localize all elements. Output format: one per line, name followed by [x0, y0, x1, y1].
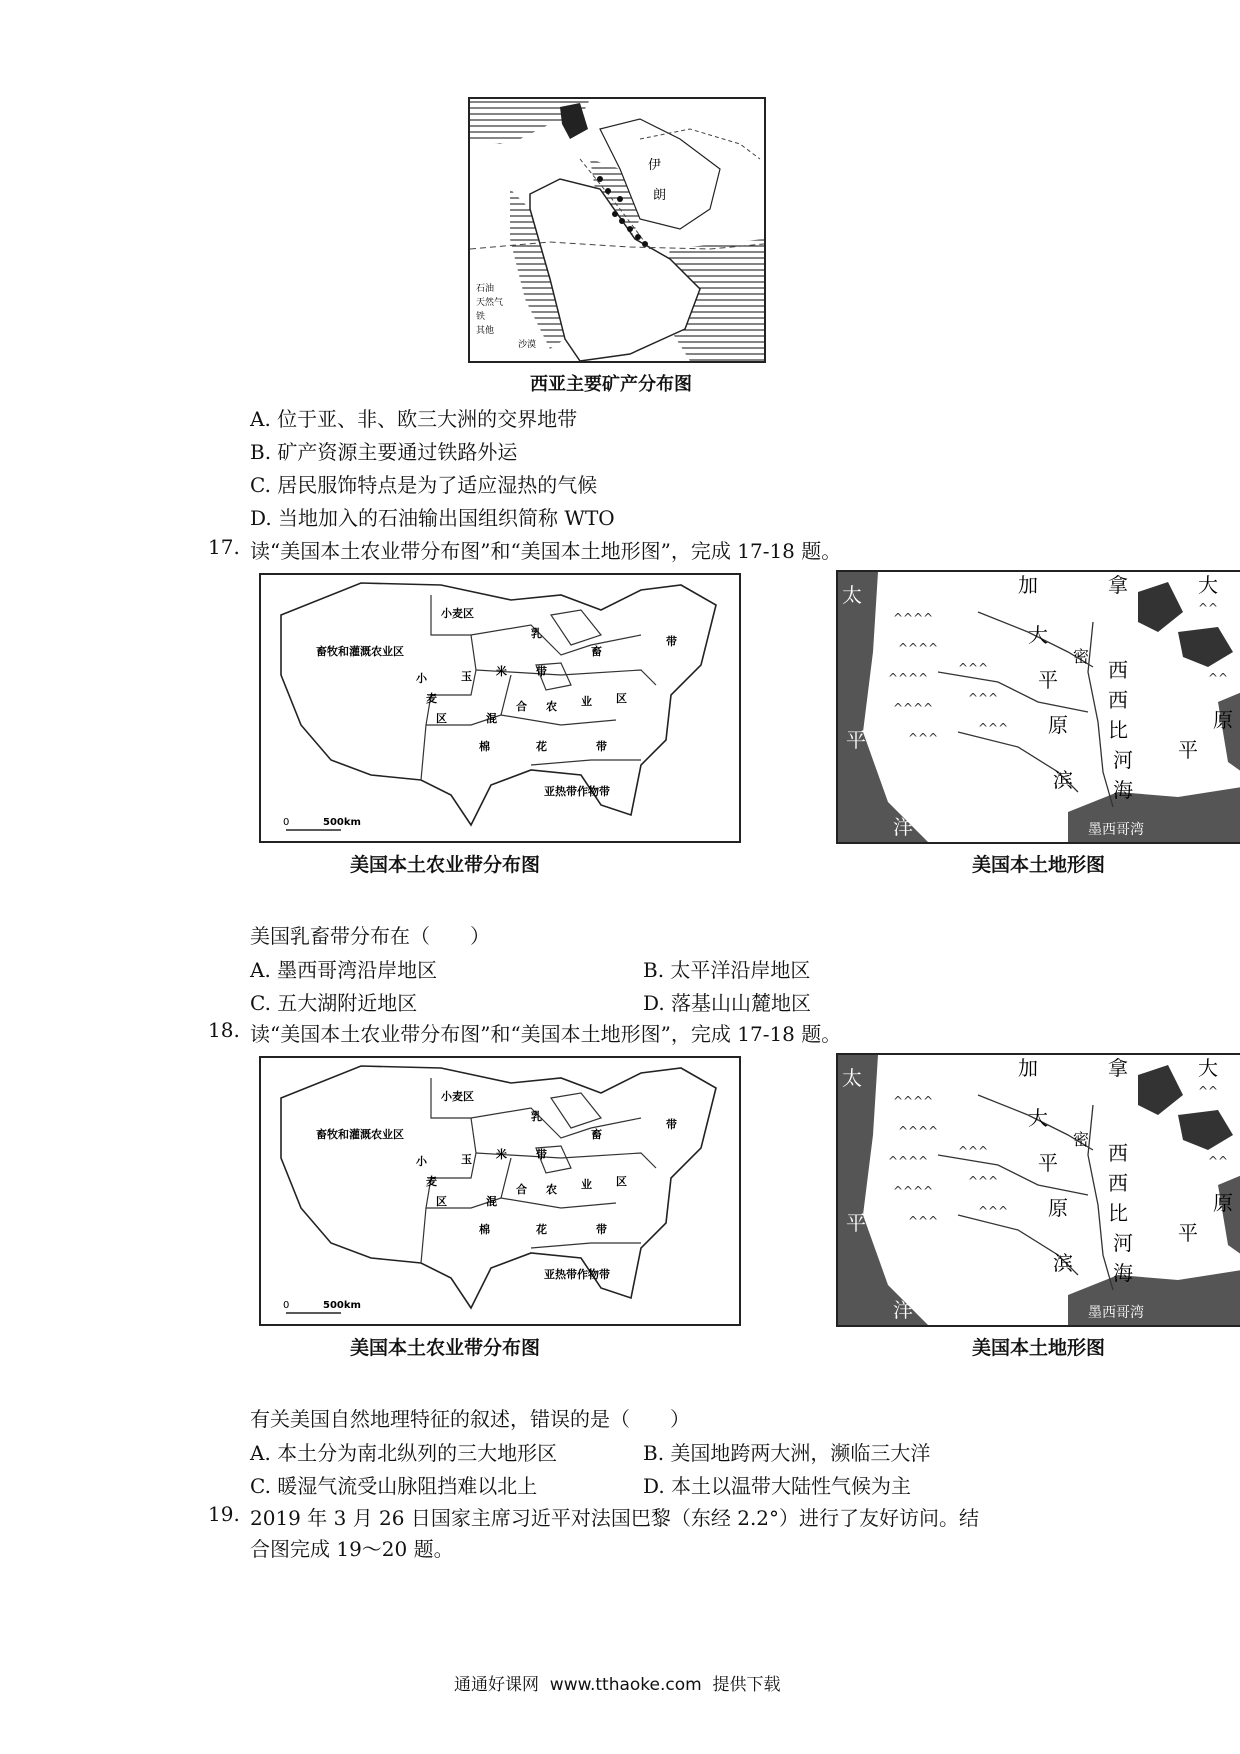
- terrain-label: 大: [1028, 623, 1048, 647]
- agri-label: 混: [486, 712, 497, 725]
- terrain-label: 太: [842, 583, 862, 607]
- scale-label: 500km: [323, 817, 361, 828]
- legend-item: 天然气: [476, 298, 504, 308]
- terrain-label: 密: [1073, 647, 1090, 666]
- us-terrain-map-2-drawing: [838, 1055, 1240, 1325]
- q19-line-1: 2019 年 3 月 26 日国家主席习近平对法国巴黎（东经 2.2°）进行了友好访问。结: [250, 1506, 980, 1530]
- q17-option-b: B. 太平洋沿岸地区: [643, 958, 811, 982]
- agri-label: 带: [596, 740, 607, 753]
- terrain-label: 原: [1213, 1191, 1233, 1215]
- legend-item: 其他: [476, 326, 495, 336]
- svg-text:^^^: ^^^: [958, 1144, 989, 1158]
- terrain-label: 原: [1048, 1196, 1068, 1220]
- legend-item: 石油: [476, 284, 495, 294]
- svg-text:^^^: ^^^: [978, 1204, 1009, 1218]
- agri-label: 带: [536, 1148, 547, 1161]
- svg-text:^^^^: ^^^^: [893, 1184, 934, 1198]
- map-label-iran-1: 伊: [648, 158, 662, 173]
- q19-number: 19.: [208, 1502, 240, 1526]
- agri-label: 畜: [591, 645, 602, 658]
- us-agriculture-map: [259, 573, 741, 843]
- us-agriculture-map-2-drawing: [261, 1058, 739, 1324]
- terrain-label: 原: [1213, 708, 1233, 732]
- agri-label: 农: [546, 1183, 557, 1196]
- terrain-label: 西: [1108, 1171, 1128, 1195]
- q18-number: 18.: [208, 1018, 240, 1042]
- us-terrain-map-2-caption: 美国本土地形图: [972, 1337, 1106, 1359]
- terrain-label: 拿: [1108, 573, 1128, 597]
- q17-stem: 读“美国本土农业带分布图”和“美国本土地形图”，完成 17-18 题。: [250, 539, 842, 563]
- q18-question: 有关美国自然地理特征的叙述，错误的是（ ）: [250, 1407, 690, 1431]
- q19-line-2: 合图完成 19～20 题。: [250, 1537, 454, 1561]
- terrain-label: 比: [1108, 1201, 1128, 1225]
- agri-label: 麦: [426, 1175, 437, 1188]
- agri-label: 玉: [461, 1153, 472, 1166]
- agri-label: 带: [536, 665, 547, 678]
- q18-option-b: B. 美国地跨两大洲，濒临三大洋: [643, 1441, 931, 1465]
- terrain-label: 西: [1108, 1141, 1128, 1165]
- q16-option-a: A. 位于亚、非、欧三大洲的交界地带: [250, 407, 578, 431]
- agri-label: 区: [436, 712, 447, 725]
- legend-item: 沙漠: [518, 340, 537, 350]
- agri-label: 玉: [461, 670, 472, 683]
- scale-zero: 0: [283, 817, 290, 828]
- terrain-label: 河: [1113, 1231, 1133, 1255]
- svg-text:^^^: ^^^: [968, 1174, 999, 1188]
- svg-text:^^^^: ^^^^: [888, 1154, 929, 1168]
- terrain-label: 密: [1073, 1130, 1090, 1149]
- q17-option-a: A. 墨西哥湾沿岸地区: [250, 958, 438, 982]
- svg-text:^^^: ^^^: [958, 661, 989, 675]
- agri-label: 合: [516, 1183, 527, 1196]
- terrain-label: 平: [1038, 1151, 1058, 1175]
- agri-label: 棉: [479, 740, 490, 753]
- terrain-label: 西: [1108, 688, 1128, 712]
- q16-option-b: B. 矿产资源主要通过铁路外运: [250, 440, 518, 464]
- svg-text:^^^: ^^^: [908, 1214, 939, 1228]
- agri-label: 花: [536, 1223, 547, 1236]
- terrain-label: 平: [1178, 738, 1198, 762]
- terrain-label: 墨西哥湾: [1088, 1305, 1144, 1321]
- terrain-label: 加: [1018, 1056, 1038, 1080]
- svg-text:^^^: ^^^: [968, 691, 999, 705]
- svg-text:^^^: ^^^: [908, 731, 939, 745]
- west-asia-map-drawing: [470, 99, 764, 361]
- agri-label: 业: [581, 695, 592, 708]
- q18-stem: 读“美国本土农业带分布图”和“美国本土地形图”，完成 17-18 题。: [250, 1022, 842, 1046]
- svg-text:^^^^: ^^^^: [893, 1094, 934, 1108]
- agri-label: 小: [416, 1155, 427, 1168]
- agri-label: 小: [416, 672, 427, 685]
- west-asia-map-caption: 西亚主要矿产分布图: [530, 374, 692, 395]
- svg-text:^^^: ^^^: [978, 721, 1009, 735]
- terrain-label: 洋: [893, 815, 913, 839]
- terrain-label: 墨西哥湾: [1088, 822, 1144, 838]
- svg-text:^^^^: ^^^^: [888, 671, 929, 685]
- terrain-label: 原: [1048, 713, 1068, 737]
- q18-option-d: D. 本土以温带大陆性气候为主: [643, 1474, 912, 1498]
- us-agriculture-map-caption: 美国本土农业带分布图: [350, 854, 541, 876]
- terrain-label: 比: [1108, 718, 1128, 742]
- agri-label: 合: [516, 700, 527, 713]
- west-asia-mineral-map: [468, 97, 766, 363]
- terrain-label: 太: [842, 1066, 862, 1090]
- terrain-label: 大: [1198, 573, 1218, 597]
- terrain-label: 滨: [1053, 1251, 1073, 1275]
- us-terrain-map-2: [836, 1053, 1240, 1327]
- q17-option-c: C. 五大湖附近地区: [250, 991, 418, 1015]
- agri-label: 乳: [531, 1110, 542, 1123]
- page-footer: 通通好课网 www.tthaoke.com 提供下载: [454, 1675, 781, 1695]
- agri-label: 带: [666, 635, 677, 648]
- us-terrain-map: [836, 570, 1240, 844]
- terrain-label: 河: [1113, 748, 1133, 772]
- svg-text:^^^^: ^^^^: [893, 701, 934, 715]
- scale-label: 500km: [323, 1300, 361, 1311]
- svg-text:^^: ^^: [1208, 1154, 1229, 1168]
- agri-label: 亚热带作物带: [544, 785, 610, 798]
- terrain-label: 大: [1028, 1106, 1048, 1130]
- us-agriculture-map-2-caption: 美国本土农业带分布图: [350, 1337, 541, 1359]
- agri-label: 畜: [591, 1128, 602, 1141]
- us-terrain-map-drawing: [838, 572, 1240, 842]
- legend-item: 铁: [476, 312, 486, 322]
- agri-label: 畜牧和灌溉农业区: [316, 1128, 404, 1141]
- agri-label: 业: [581, 1178, 592, 1191]
- terrain-label: 海: [1113, 778, 1133, 802]
- q18-option-a: A. 本土分为南北纵列的三大地形区: [250, 1441, 558, 1465]
- agri-label: 区: [616, 692, 627, 705]
- us-agriculture-map-2: [259, 1056, 741, 1326]
- agri-label: 乳: [531, 627, 542, 640]
- q17-number: 17.: [208, 535, 240, 559]
- agri-label: 畜牧和灌溉农业区: [316, 645, 404, 658]
- agri-label: 带: [666, 1118, 677, 1131]
- svg-text:^^^^: ^^^^: [898, 1124, 939, 1138]
- terrain-label: 平: [846, 1211, 866, 1235]
- q18-option-c: C. 暖湿气流受山脉阻挡难以北上: [250, 1474, 538, 1498]
- scale-zero: 0: [283, 1300, 290, 1311]
- svg-text:^^: ^^: [1198, 1084, 1219, 1098]
- terrain-label: 平: [1178, 1221, 1198, 1245]
- svg-text:^^: ^^: [1198, 601, 1219, 615]
- terrain-label: 加: [1018, 573, 1038, 597]
- terrain-label: 拿: [1108, 1056, 1128, 1080]
- terrain-label: 大: [1198, 1056, 1218, 1080]
- q16-option-d: D. 当地加入的石油输出国组织简称 WTO: [250, 506, 615, 530]
- terrain-label: 平: [1038, 668, 1058, 692]
- q17-question: 美国乳畜带分布在（ ）: [250, 924, 490, 948]
- agri-label: 区: [616, 1175, 627, 1188]
- terrain-label: 西: [1108, 658, 1128, 682]
- agri-label: 带: [596, 1223, 607, 1236]
- svg-text:^^^^: ^^^^: [893, 611, 934, 625]
- agri-label: 小麦区: [441, 1090, 474, 1103]
- agri-label: 米: [496, 1148, 507, 1161]
- map-label-iran-2: 朗: [653, 188, 667, 203]
- agri-label: 麦: [426, 692, 437, 705]
- agri-label: 混: [486, 1195, 497, 1208]
- terrain-label: 平: [846, 728, 866, 752]
- agri-label: 农: [546, 700, 557, 713]
- us-agriculture-map-drawing: [261, 575, 739, 841]
- agri-label: 小麦区: [441, 607, 474, 620]
- terrain-label: 洋: [893, 1298, 913, 1322]
- q17-option-d: D. 落基山山麓地区: [643, 991, 812, 1015]
- terrain-label: 海: [1113, 1261, 1133, 1285]
- agri-label: 棉: [479, 1223, 490, 1236]
- q16-option-c: C. 居民服饰特点是为了适应湿热的气候: [250, 473, 598, 497]
- agri-label: 米: [496, 665, 507, 678]
- svg-text:^^: ^^: [1208, 671, 1229, 685]
- terrain-label: 滨: [1053, 768, 1073, 792]
- agri-label: 区: [436, 1195, 447, 1208]
- us-terrain-map-caption: 美国本土地形图: [972, 854, 1106, 876]
- svg-text:^^^^: ^^^^: [898, 641, 939, 655]
- agri-label: 亚热带作物带: [544, 1268, 610, 1281]
- agri-label: 花: [536, 740, 547, 753]
